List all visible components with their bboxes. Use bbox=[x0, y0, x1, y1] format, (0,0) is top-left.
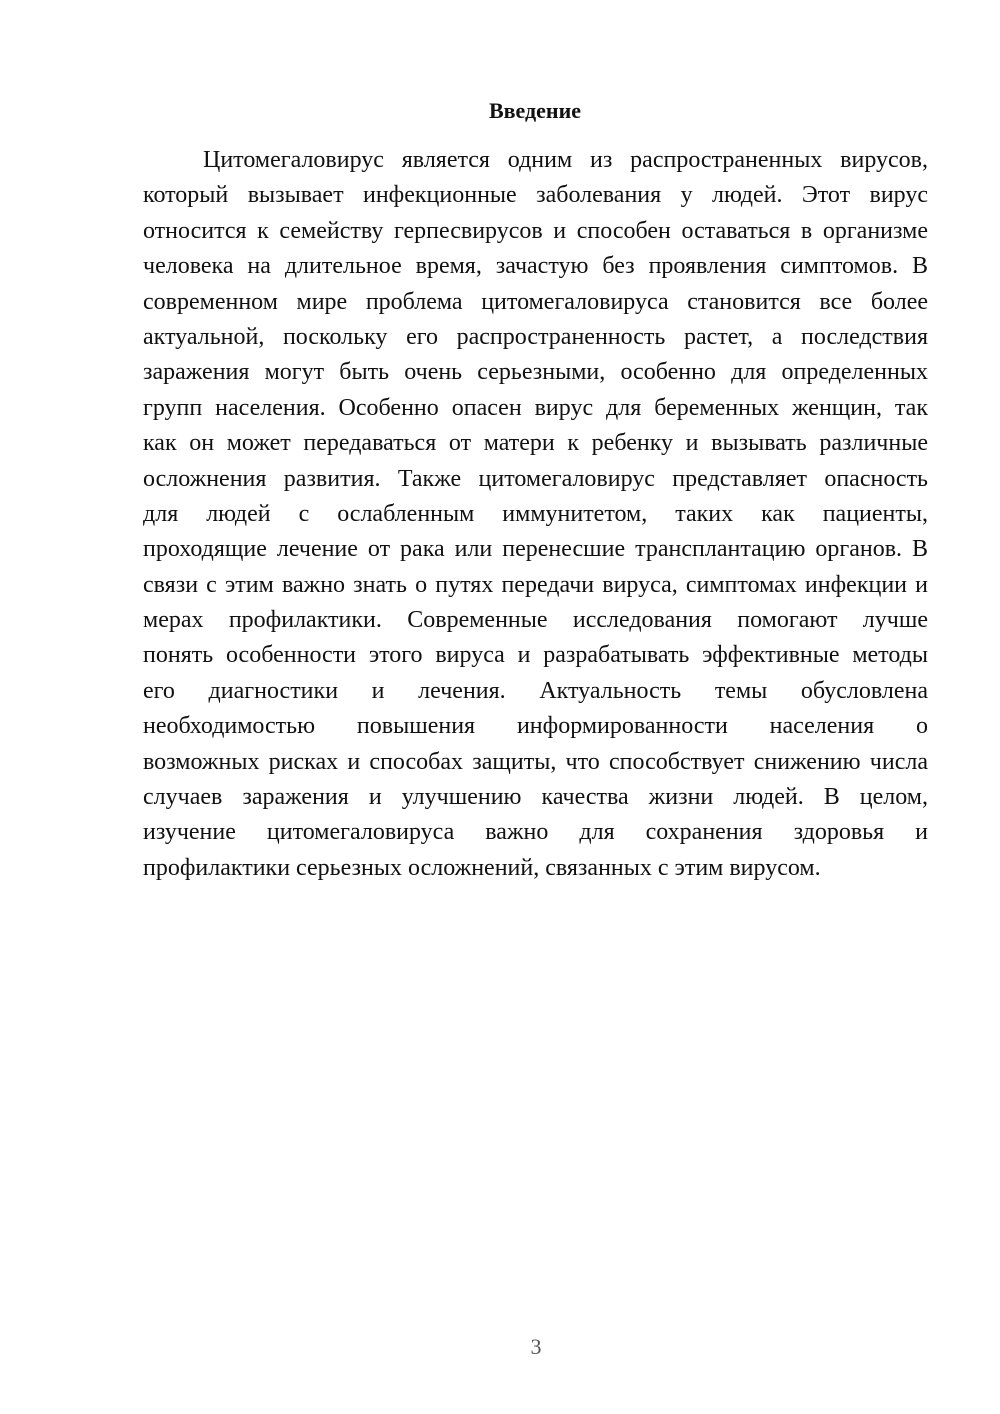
paragraph-line: изучение цитомегаловируса важно для сохранения здоровья и bbox=[143, 819, 928, 846]
paragraph-line: актуальной, поскольку его распространенность растет, а последствия bbox=[143, 323, 928, 350]
page-number: 3 bbox=[530, 1334, 542, 1359]
introduction-paragraph bbox=[143, 143, 928, 886]
paragraph-line: связи с этим важно знать о путях передачи вируса, симптомах инфекции и bbox=[143, 571, 928, 598]
paragraph-line: понять особенности этого вируса и разрабатывать эффективные методы bbox=[143, 642, 928, 669]
paragraph-line: проходящие лечение от рака или перенесшие трансплантацию органов. В bbox=[143, 536, 928, 563]
paragraph-line: как он может передаваться от матери к ребенку и вызывать различные bbox=[143, 430, 928, 457]
paragraph-line: заражения могут быть очень серьезными, особенно для определенных bbox=[143, 359, 928, 386]
paragraph-line: осложнения развития. Также цитомегаловирус представляет опасность bbox=[143, 465, 928, 492]
paragraph-line: профилактики серьезных осложнений, связанных с этим вирусом. bbox=[143, 854, 821, 881]
paragraph-line: случаев заражения и улучшению качества жизни людей. В целом, bbox=[143, 784, 928, 811]
paragraph-line: Цитомегаловирус является одним из распространенных вирусов, bbox=[203, 147, 928, 173]
paragraph-line: который вызывает инфекционные заболевания у людей. Этот вирус bbox=[143, 182, 928, 209]
paragraph-line: возможных рисках и способах защиты, что способствует снижению числа bbox=[143, 748, 928, 775]
paragraph-line: групп населения. Особенно опасен вирус для беременных женщин, так bbox=[143, 394, 928, 421]
paragraph-line: его диагностики и лечения. Актуальность темы обусловлена bbox=[143, 677, 928, 704]
paragraph-line: современном мире проблема цитомегаловируса становится все более bbox=[143, 288, 928, 315]
paragraph-line: для людей с ослабленным иммунитетом, таких как пациенты, bbox=[143, 500, 928, 527]
paragraph-line: мерах профилактики. Современные исследования помогают лучше bbox=[143, 607, 928, 634]
paragraph-line: необходимостью повышения информированности населения о bbox=[143, 713, 928, 740]
section-heading: Введение bbox=[488, 98, 582, 123]
paragraph-line: относится к семейству герпесвирусов и способен оставаться в организме bbox=[143, 217, 928, 244]
paragraph-line: человека на длительное время, зачастую без проявления симптомов. В bbox=[143, 253, 928, 280]
